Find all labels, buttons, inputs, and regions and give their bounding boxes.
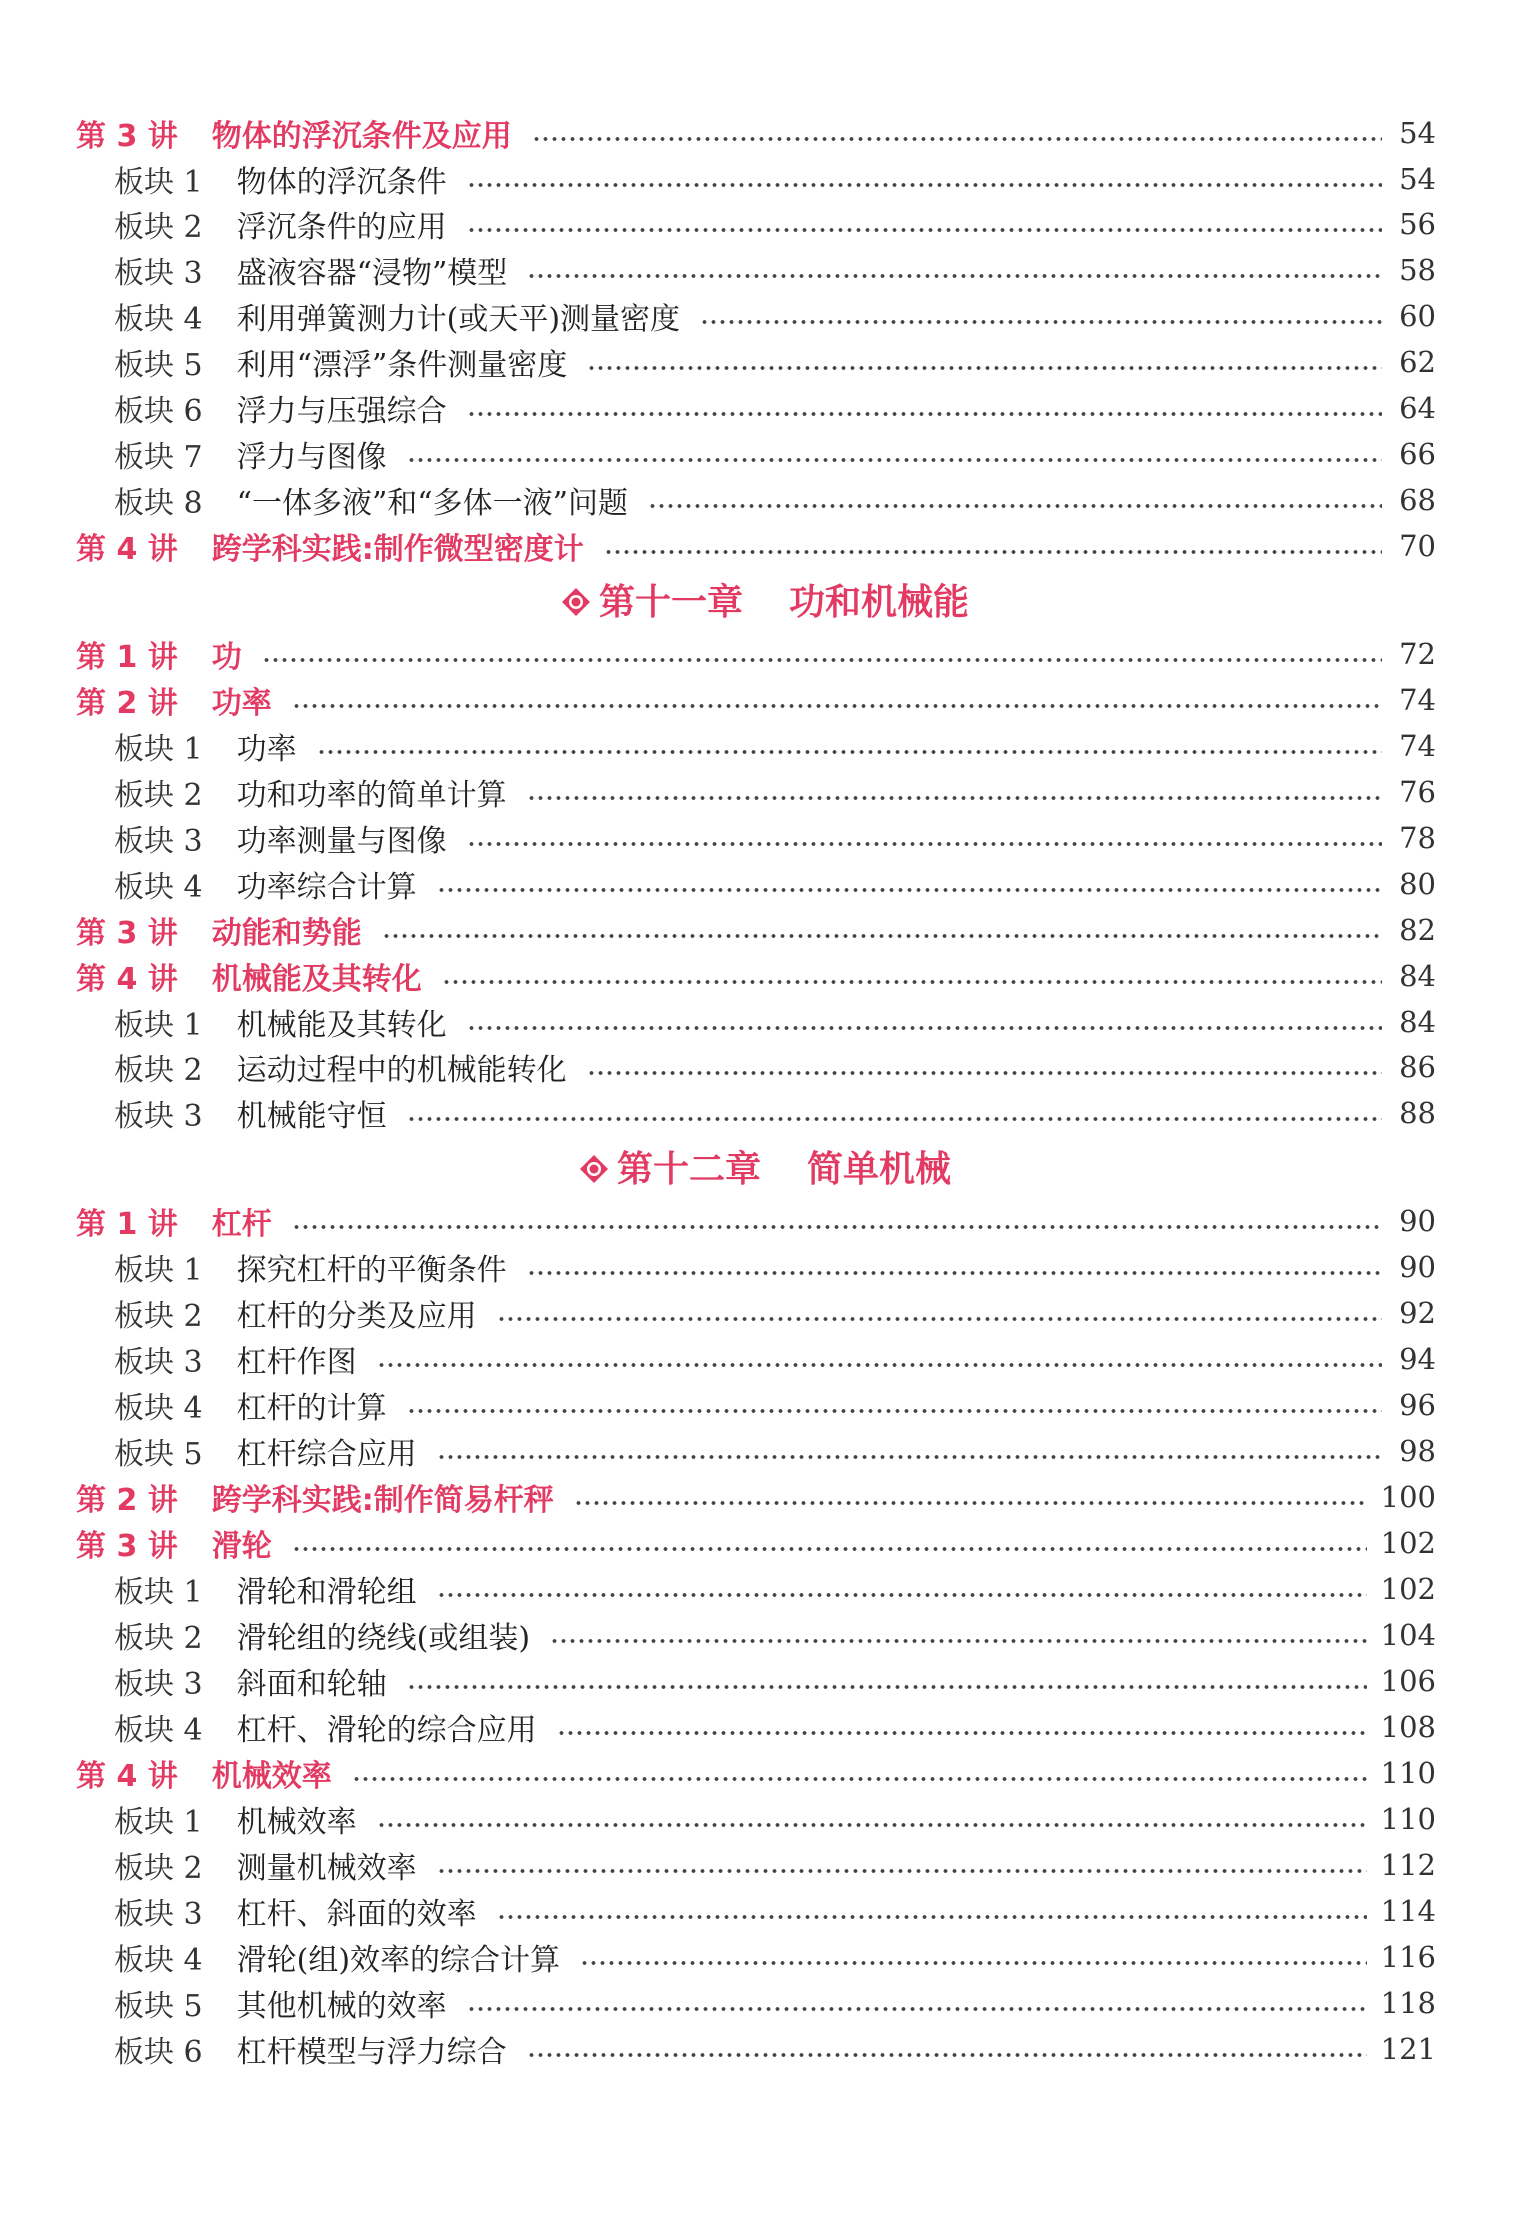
page-number: 80	[1399, 867, 1436, 901]
page-number: 74	[1399, 729, 1436, 763]
section-number: 板块 3	[114, 256, 203, 291]
lecture-row[interactable]	[76, 1474, 1436, 1520]
section-row[interactable]	[76, 1336, 1436, 1382]
entry-label	[114, 1613, 530, 1657]
dot-leader	[352, 1758, 1367, 1788]
entry-label	[114, 386, 447, 430]
lecture-number: 第 4 讲	[76, 962, 178, 997]
dot-leader	[377, 1344, 1382, 1374]
page-number: 92	[1399, 1296, 1436, 1330]
section-row[interactable]	[76, 1796, 1436, 1842]
section-row[interactable]	[76, 1290, 1436, 1336]
section-number: 板块 2	[114, 778, 203, 813]
page-number: 56	[1399, 207, 1436, 241]
dot-leader	[648, 485, 1382, 515]
section-title: 物体的浮沉条件	[236, 165, 447, 200]
section-number: 板块 4	[114, 1713, 203, 1748]
entry-label	[114, 1843, 417, 1887]
section-row[interactable]	[76, 861, 1436, 907]
page-number: 121	[1380, 2032, 1436, 2066]
section-number: 板块 8	[114, 486, 203, 521]
page-number: 102	[1380, 1526, 1436, 1560]
section-row[interactable]	[76, 1842, 1436, 1888]
dot-leader	[527, 777, 1382, 807]
dot-leader	[467, 1988, 1367, 2018]
section-row[interactable]	[76, 431, 1436, 477]
dot-leader	[587, 1052, 1382, 1082]
entry-label	[114, 1337, 357, 1381]
dot-leader	[407, 1390, 1382, 1420]
page-number: 102	[1380, 1572, 1436, 1606]
dot-leader	[467, 1007, 1382, 1037]
dot-leader	[437, 1850, 1367, 1880]
page-number: 68	[1399, 483, 1436, 517]
lecture-row[interactable]	[76, 523, 1436, 569]
section-number: 板块 1	[114, 1008, 203, 1043]
section-title: 杠杆的分类及应用	[236, 1299, 477, 1334]
dot-leader	[557, 1712, 1367, 1742]
entry-label	[114, 1567, 417, 1611]
page-number: 112	[1380, 1848, 1436, 1882]
page-number: 60	[1399, 299, 1436, 333]
section-title: 运动过程中的机械能转化	[236, 1053, 567, 1088]
dot-leader	[407, 1666, 1367, 1696]
lecture-row[interactable]	[76, 631, 1436, 677]
page-number: 118	[1380, 1986, 1436, 2020]
lecture-title: 跨学科实践:制作简易杆秤	[211, 1483, 554, 1518]
dot-leader	[700, 301, 1382, 331]
dot-leader	[407, 1098, 1382, 1128]
dot-leader	[407, 439, 1382, 469]
entry-label	[114, 2027, 507, 2071]
section-row[interactable]	[76, 1382, 1436, 1428]
page-number: 116	[1380, 1940, 1436, 1974]
section-row[interactable]	[76, 293, 1436, 339]
entry-label	[76, 908, 362, 952]
page-number: 54	[1399, 162, 1436, 196]
section-title: 杠杆模型与浮力综合	[236, 2035, 507, 2070]
page-number: 76	[1399, 775, 1436, 809]
page-number: 96	[1399, 1388, 1436, 1422]
section-number: 板块 1	[114, 1805, 203, 1840]
page-number: 106	[1380, 1664, 1436, 1698]
entry-label	[114, 816, 447, 860]
section-row[interactable]	[76, 2026, 1436, 2072]
page-number: 54	[1399, 116, 1436, 150]
section-title: “一体多液”和“多体一液”问题	[236, 486, 628, 521]
section-title: 杠杆的计算	[236, 1391, 387, 1426]
section-title: 斜面和轮轴	[236, 1667, 387, 1702]
entry-label	[114, 770, 507, 814]
dot-leader	[550, 1620, 1367, 1650]
section-title: 滑轮组的绕线(或组装)	[236, 1621, 531, 1656]
page-number: 64	[1399, 391, 1436, 425]
entry-label	[114, 1091, 387, 1135]
section-title: 浮力与图像	[236, 440, 387, 475]
page-number: 98	[1399, 1434, 1436, 1468]
page-number: 104	[1380, 1618, 1436, 1652]
section-number: 板块 3	[114, 1099, 203, 1134]
dot-leader	[262, 639, 1382, 669]
section-row[interactable]	[76, 156, 1436, 202]
page-number: 70	[1399, 529, 1436, 563]
lecture-number: 第 3 讲	[76, 119, 178, 154]
lecture-title: 杠杆	[211, 1207, 272, 1242]
section-title: 滑轮(组)效率的综合计算	[236, 1943, 561, 1978]
section-number: 板块 1	[114, 1253, 203, 1288]
page-number: 100	[1380, 1480, 1436, 1514]
chapter-title: 功和机械能	[789, 582, 970, 623]
section-number: 板块 2	[114, 1851, 203, 1886]
section-row[interactable]	[76, 1980, 1436, 2026]
section-number: 板块 4	[114, 1391, 203, 1426]
section-title: 其他机械的效率	[236, 1989, 447, 2024]
page-number: 66	[1399, 437, 1436, 471]
section-number: 板块 1	[114, 165, 203, 200]
lecture-row[interactable]	[76, 1198, 1436, 1244]
page-number: 110	[1380, 1802, 1436, 1836]
section-number: 板块 2	[114, 1621, 203, 1656]
entry-label	[76, 678, 272, 722]
dot-leader	[467, 393, 1382, 423]
section-row[interactable]	[76, 385, 1436, 431]
page-number: 78	[1399, 821, 1436, 855]
lecture-row[interactable]	[76, 677, 1436, 723]
entry-label	[114, 1935, 560, 1979]
entry-label	[114, 294, 680, 338]
entry-label	[114, 478, 628, 522]
section-title: 杠杆综合应用	[236, 1437, 417, 1472]
section-title: 探究杠杆的平衡条件	[236, 1253, 507, 1288]
section-row[interactable]	[76, 723, 1436, 769]
section-row[interactable]	[76, 1658, 1436, 1704]
section-number: 板块 3	[114, 1345, 203, 1380]
lecture-row[interactable]	[76, 907, 1436, 953]
section-title: 功率测量与图像	[236, 824, 447, 859]
entry-label	[76, 1199, 272, 1243]
lecture-row[interactable]	[76, 110, 1436, 156]
dot-leader	[467, 823, 1382, 853]
entry-label	[114, 1659, 387, 1703]
dot-leader	[292, 1206, 1382, 1236]
entry-label	[114, 1045, 567, 1089]
lecture-number: 第 2 讲	[76, 686, 178, 721]
entry-label	[114, 1383, 387, 1427]
section-number: 板块 4	[114, 302, 203, 337]
section-title: 利用“漂浮”条件测量密度	[236, 348, 568, 383]
diamond-badge-icon	[561, 585, 591, 615]
section-number: 板块 5	[114, 1989, 203, 2024]
section-row[interactable]	[76, 339, 1436, 385]
dot-leader	[527, 255, 1382, 285]
section-title: 滑轮和滑轮组	[236, 1575, 417, 1610]
lecture-row[interactable]	[76, 1750, 1436, 1796]
entry-label	[114, 1889, 477, 1933]
section-row[interactable]	[76, 247, 1436, 293]
section-number: 板块 6	[114, 394, 203, 429]
entry-label	[76, 954, 422, 998]
chapter-heading	[0, 1141, 1530, 1192]
page-number: 86	[1399, 1050, 1436, 1084]
page-number: 88	[1399, 1096, 1436, 1130]
section-number: 板块 5	[114, 348, 203, 383]
entry-label	[114, 1981, 447, 2025]
page-number: 62	[1399, 345, 1436, 379]
page-number: 90	[1399, 1204, 1436, 1238]
dot-leader	[532, 118, 1382, 148]
section-row[interactable]	[76, 769, 1436, 815]
dot-leader	[292, 685, 1382, 715]
section-number: 板块 3	[114, 1897, 203, 1932]
section-title: 机械能及其转化	[236, 1008, 447, 1043]
diamond-badge-icon	[579, 1152, 609, 1182]
lecture-number: 第 1 讲	[76, 640, 178, 675]
section-row[interactable]	[76, 1090, 1436, 1136]
chapter-title: 简单机械	[807, 1149, 952, 1190]
dot-leader	[467, 164, 1382, 194]
section-row[interactable]	[76, 477, 1436, 523]
section-row[interactable]	[76, 1612, 1436, 1658]
section-row[interactable]	[76, 999, 1436, 1045]
section-title: 测量机械效率	[236, 1851, 417, 1886]
section-row[interactable]	[76, 1704, 1436, 1750]
lecture-row[interactable]	[76, 1520, 1436, 1566]
section-number: 板块 1	[114, 732, 203, 767]
lecture-number: 第 1 讲	[76, 1207, 178, 1242]
entry-label	[114, 340, 567, 384]
lecture-title: 功	[211, 640, 242, 675]
section-row[interactable]	[76, 1934, 1436, 1980]
dot-leader	[317, 731, 1382, 761]
section-number: 板块 1	[114, 1575, 203, 1610]
section-row[interactable]	[76, 1044, 1436, 1090]
page-number: 84	[1399, 1005, 1436, 1039]
section-number: 板块 4	[114, 1943, 203, 1978]
entry-label	[114, 1705, 537, 1749]
section-number: 板块 7	[114, 440, 203, 475]
dot-leader	[497, 1298, 1382, 1328]
dot-leader	[442, 961, 1382, 991]
lecture-title: 滑轮	[211, 1529, 272, 1564]
section-title: 盛液容器“浸物”模型	[236, 256, 508, 291]
section-row[interactable]	[76, 201, 1436, 247]
dot-leader	[437, 1436, 1382, 1466]
entry-label	[114, 724, 297, 768]
dot-leader	[437, 1574, 1367, 1604]
section-title: 功和功率的简单计算	[236, 778, 507, 813]
entry-label	[114, 1291, 477, 1335]
page-number: 114	[1380, 1894, 1436, 1928]
page-number: 110	[1380, 1756, 1436, 1790]
lecture-number: 第 3 讲	[76, 1529, 178, 1564]
dot-leader	[587, 347, 1382, 377]
lecture-number: 第 4 讲	[76, 532, 178, 567]
lecture-number: 第 3 讲	[76, 916, 178, 951]
page-number: 82	[1399, 913, 1436, 947]
chapter-heading	[0, 574, 1530, 625]
section-title: 利用弹簧测力计(或天平)测量密度	[236, 302, 681, 337]
page-number: 84	[1399, 959, 1436, 993]
section-number: 板块 3	[114, 824, 203, 859]
page-number: 108	[1380, 1710, 1436, 1744]
section-title: 杠杆、滑轮的综合应用	[236, 1713, 537, 1748]
entry-label	[114, 1245, 507, 1289]
section-title: 浮力与压强综合	[236, 394, 447, 429]
lecture-number: 第 2 讲	[76, 1483, 178, 1518]
entry-label	[114, 1797, 357, 1841]
entry-label	[114, 1429, 417, 1473]
section-number: 板块 4	[114, 870, 203, 905]
dot-leader	[437, 869, 1382, 899]
entry-label	[114, 432, 387, 476]
dot-leader	[580, 1942, 1367, 1972]
section-title: 杠杆作图	[236, 1345, 357, 1380]
section-row[interactable]	[76, 1888, 1436, 1934]
section-row[interactable]	[76, 815, 1436, 861]
lecture-title: 跨学科实践:制作微型密度计	[211, 532, 584, 567]
entry-label	[114, 157, 447, 201]
section-title: 机械能守恒	[236, 1099, 387, 1134]
section-title: 机械效率	[236, 1805, 357, 1840]
page-number: 72	[1399, 637, 1436, 671]
lecture-title: 机械效率	[211, 1759, 332, 1794]
dot-leader	[497, 1896, 1367, 1926]
section-number: 板块 6	[114, 2035, 203, 2070]
entry-label	[76, 1521, 272, 1565]
entry-label	[114, 202, 447, 246]
section-number: 板块 2	[114, 1053, 203, 1088]
page-number: 90	[1399, 1250, 1436, 1284]
lecture-title: 功率	[211, 686, 272, 721]
section-number: 板块 2	[114, 1299, 203, 1334]
lecture-title: 物体的浮沉条件及应用	[211, 119, 512, 154]
dot-leader	[574, 1482, 1367, 1512]
dot-leader	[292, 1528, 1367, 1558]
dot-leader	[527, 1252, 1382, 1282]
entry-label	[114, 862, 417, 906]
dot-leader	[377, 1804, 1367, 1834]
dot-leader	[527, 2034, 1367, 2064]
entry-label	[76, 1751, 332, 1795]
section-title: 杠杆、斜面的效率	[236, 1897, 477, 1932]
chapter-number: 第十一章	[598, 582, 743, 623]
dot-leader	[604, 531, 1382, 561]
section-title: 功率	[236, 732, 297, 767]
entry-label	[76, 632, 242, 676]
lecture-row[interactable]	[76, 953, 1436, 999]
section-title: 浮沉条件的应用	[236, 210, 447, 245]
chapter-number: 第十二章	[616, 1149, 761, 1190]
page-number: 58	[1399, 253, 1436, 287]
dot-leader	[467, 209, 1382, 239]
lecture-title: 动能和势能	[211, 916, 362, 951]
entry-label	[76, 524, 584, 568]
section-row[interactable]	[76, 1566, 1436, 1612]
section-number: 板块 5	[114, 1437, 203, 1472]
page-number: 94	[1399, 1342, 1436, 1376]
lecture-number: 第 4 讲	[76, 1759, 178, 1794]
section-number: 板块 3	[114, 1667, 203, 1702]
section-row[interactable]	[76, 1428, 1436, 1474]
entry-label	[114, 248, 507, 292]
section-title: 功率综合计算	[236, 870, 417, 905]
page-number: 74	[1399, 683, 1436, 717]
dot-leader	[382, 915, 1382, 945]
entry-label	[76, 111, 512, 155]
entry-label	[114, 1000, 447, 1044]
entry-label	[76, 1475, 554, 1519]
section-row[interactable]	[76, 1244, 1436, 1290]
lecture-title: 机械能及其转化	[211, 962, 422, 997]
section-number: 板块 2	[114, 210, 203, 245]
